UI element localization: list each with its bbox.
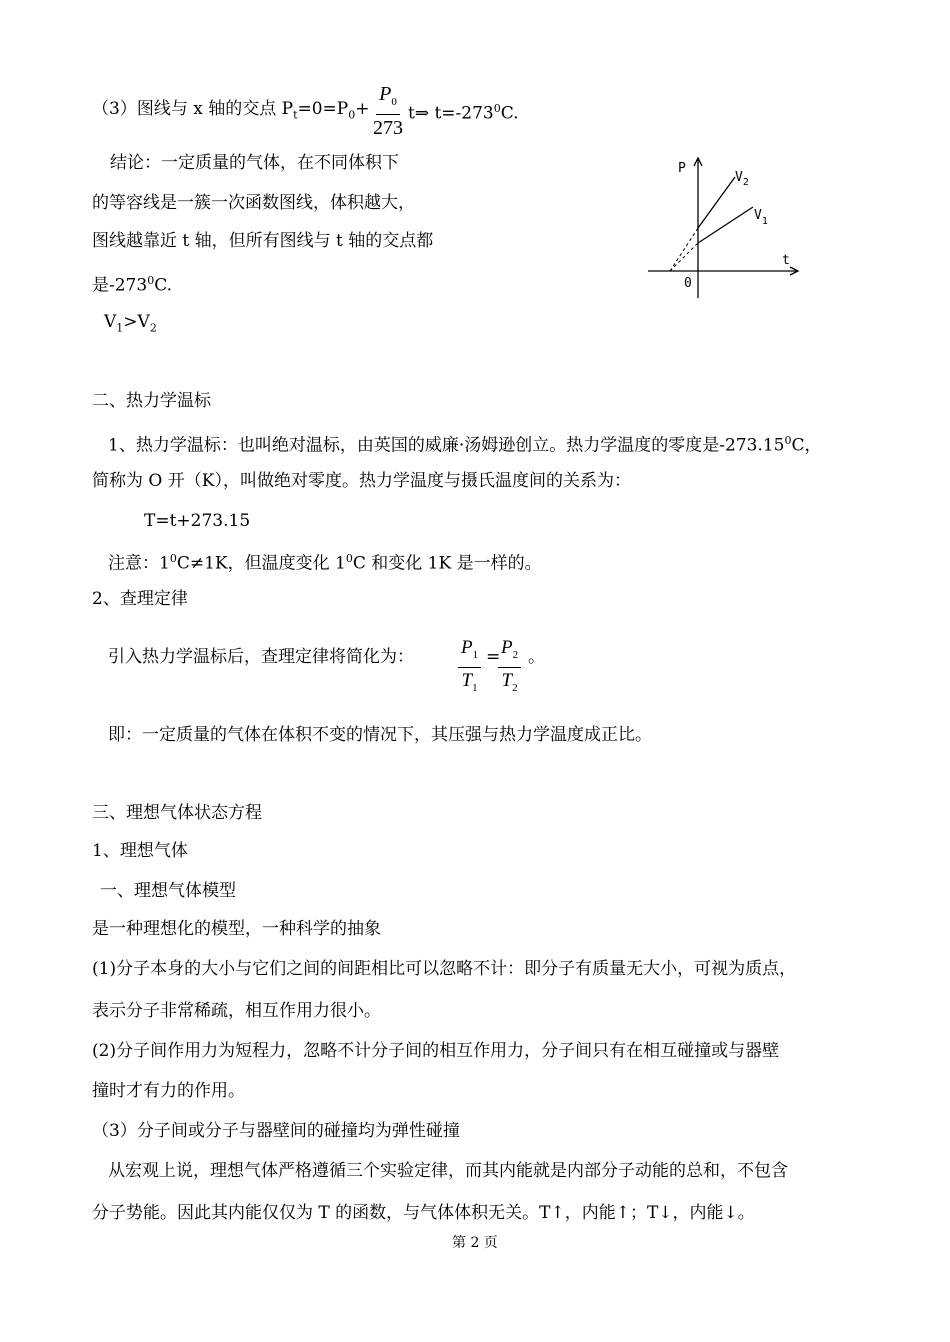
item3-suffix: t⇒ $t=-273^0C$. bbox=[408, 102, 519, 124]
ideal-gas-line-8: 分子势能。因此其内能仅仅为 T 的函数，与气体体积无关。T↑，内能↑；T↓，内能↓。 bbox=[92, 1203, 755, 1223]
volume-comparison: $V_1>V_2$ bbox=[104, 312, 157, 335]
isochore-graph bbox=[640, 150, 810, 305]
section-heading-thermodynamic-scale: 二、热力学温标 bbox=[92, 391, 211, 411]
item3-line: （3）图线与 x 轴的交点 $P_t=0=P_0+$ bbox=[92, 99, 370, 122]
conclusion-line-2: 的等容线是一簇一次函数图线，体积越大， bbox=[92, 193, 415, 213]
equals-sign: = bbox=[486, 647, 501, 667]
section-heading-ideal-gas: 三、理想气体状态方程 bbox=[92, 803, 262, 823]
conclusion-line-3: 图线越靠近 t 轴，但所有图线与 t 轴的交点都 bbox=[92, 231, 434, 251]
ideal-gas-line-4: (2)分子间作用力为短程力，忽略不计分子间的相互作用力，分子间只有在相互碰撞或与器壁 bbox=[92, 1041, 780, 1061]
thermo-scale-line-2: 简称为 O 开（K），叫做绝对零度。热力学温度与摄氏温度间的关系为： bbox=[92, 471, 631, 491]
subheading-ideal-gas-model: 一、理想气体模型 bbox=[100, 881, 236, 901]
ideal-gas-line-3: 表示分子非常稀疏，相互作用力很小。 bbox=[92, 1001, 381, 1021]
ideal-gas-line-5: 撞时才有力的作用。 bbox=[92, 1081, 245, 1101]
conclusion-line-4: 是$-273^0C$. bbox=[92, 274, 173, 296]
fraction-p0-273: $\frac{P_0}{273}$ bbox=[373, 83, 403, 139]
ideal-gas-line-2: (1)分子本身的大小与它们之间的间距相比可以忽略不计：即分子有质量无大小，可视为质点， bbox=[92, 959, 797, 979]
origin-label: 0 bbox=[684, 276, 692, 291]
page-number: 第 2 页 bbox=[452, 1235, 498, 1251]
ideal-gas-line-6: （3）分子间或分子与器壁间的碰撞均为弹性碰撞 bbox=[92, 1121, 460, 1141]
note-line: 注意：$1^0C\ne 1K$，但温度变化 $1^0C$ 和变化 1K 是一样的。 bbox=[108, 552, 542, 574]
thermo-scale-line-1: 1、热力学温标：也叫绝对温标，由英国的威廉·汤姆逊创立。热力学温度的零度是-273.15$^0$C， bbox=[108, 434, 822, 456]
charles-intro: 引入热力学温标后，查理定律将简化为： bbox=[108, 647, 414, 667]
subheading-charles-law: 2、查理定律 bbox=[92, 589, 188, 609]
p-axis-label: P bbox=[678, 161, 686, 176]
line-v1-extrapolation bbox=[670, 243, 698, 271]
fraction-p2-t2: $\frac{P_2}{T_2}$ bbox=[498, 636, 521, 701]
conclusion-line-1: 结论：一定质量的气体，在不同体积下 bbox=[110, 153, 399, 173]
kelvin-formula: T=t+273.15 bbox=[144, 511, 251, 531]
subheading-ideal-gas: 1、理想气体 bbox=[92, 841, 188, 861]
line-v1 bbox=[698, 207, 753, 243]
line-v2 bbox=[698, 177, 735, 228]
t-axis-label: t bbox=[782, 253, 790, 268]
line-v2-extrapolation bbox=[670, 228, 698, 271]
fraction-p1-t1: $\frac{P_1}{T_1}$ bbox=[458, 636, 481, 701]
v2-label: $V_2$ bbox=[735, 170, 749, 188]
ideal-gas-line-1: 是一种理想化的模型，一种科学的抽象 bbox=[92, 919, 381, 939]
charles-end: 。 bbox=[528, 647, 545, 667]
v1-label: $V_1$ bbox=[754, 208, 768, 227]
charles-explanation: 即：一定质量的气体在体积不变的情况下，其压强与热力学温度成正比。 bbox=[108, 725, 652, 745]
ideal-gas-line-7: 从宏观上说，理想气体严格遵循三个实验定律，而其内能就是内部分子动能的总和，不包含 bbox=[108, 1161, 788, 1181]
